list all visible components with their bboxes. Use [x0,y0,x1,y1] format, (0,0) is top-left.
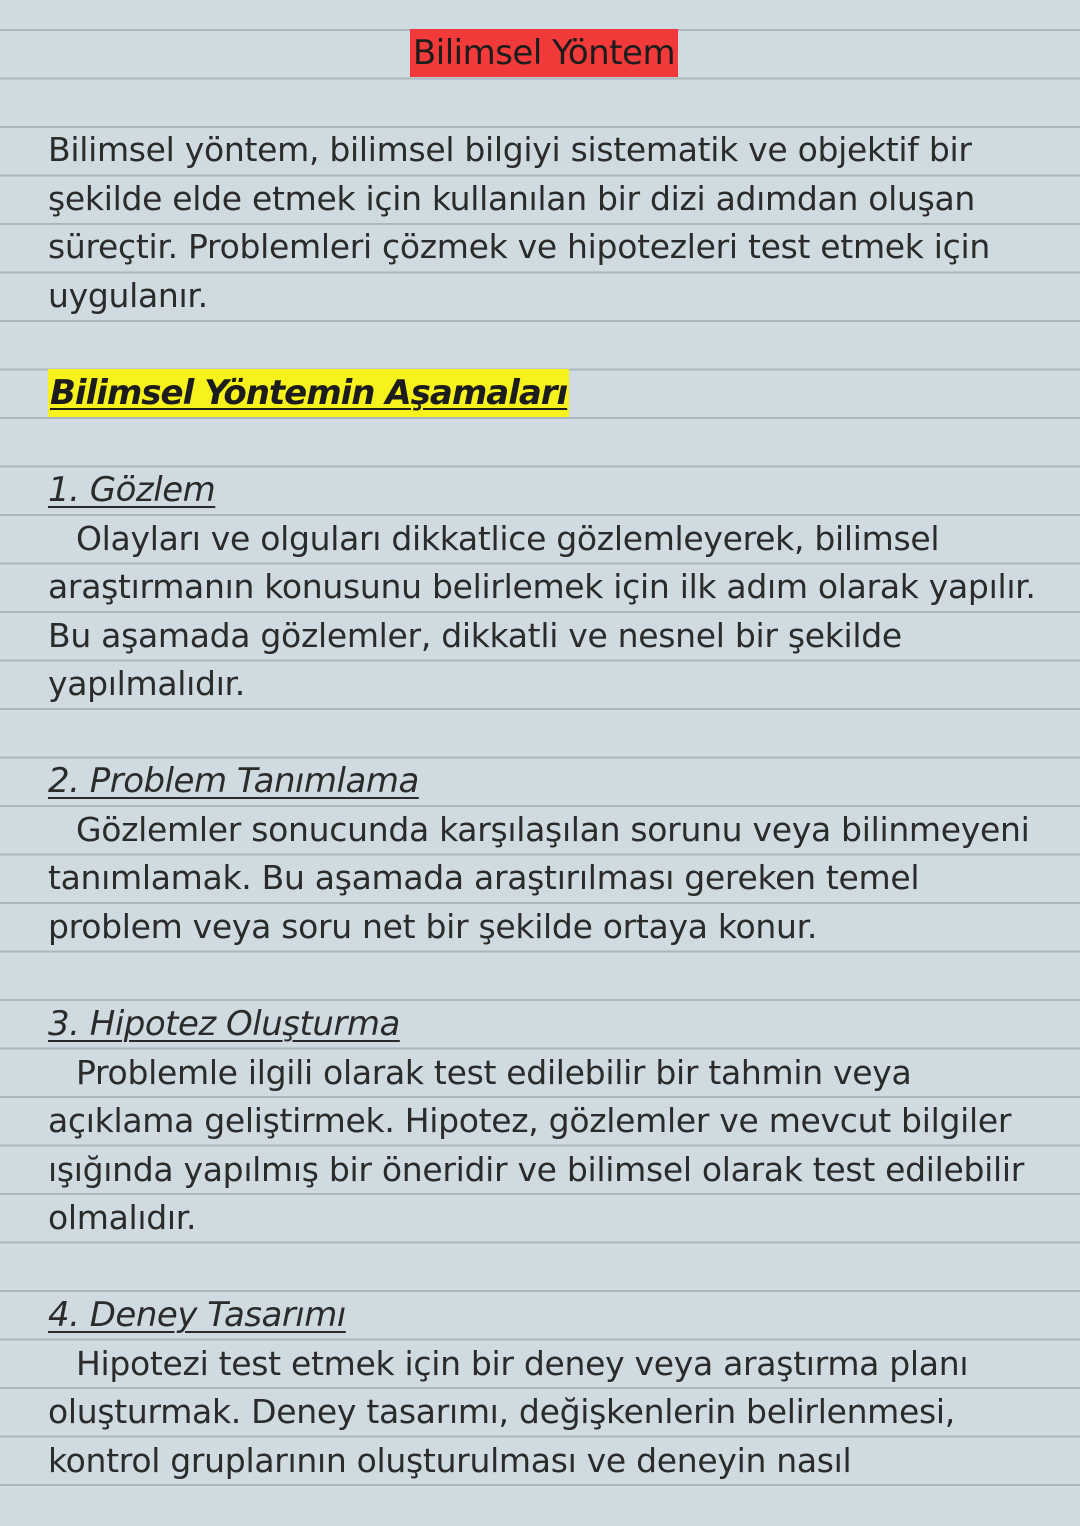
step-line: oluşturmak. Deney tasarımı, değişkenlerin belirlenmesi, [48,1392,955,1431]
step-title-observation: 1. Gözlem [48,470,216,510]
step-line: ışığında yapılmış bir öneridir ve bilimsel olarak test edilebilir [48,1150,1025,1189]
step-title-problem-definition: 2. Problem Tanımlama [48,761,419,801]
intro-line: süreçtir. Problemleri çözmek ve hipotezleri test etmek için [48,227,990,266]
step-line: araştırmanın konusunu belirlemek için ilk adım olarak yapılır. [48,567,1036,606]
step-line: tanımlamak. Bu aşamada araştırılması gereken temel [48,858,920,897]
step-line: Gözlemler sonucunda karşılaşılan sorunu veya bilinmeyeni [76,810,1030,849]
title-container [0,29,1080,77]
stages-heading: Bilimsel Yöntemin Aşamaları [48,369,569,417]
intro-line: şekilde elde etmek için kullanılan bir dizi adımdan oluşan [48,179,976,218]
step-line: Bu aşamada gözlemler, dikkatli ve nesnel bir şekilde [48,616,902,655]
step-title-hypothesis: 3. Hipotez Oluşturma [48,1004,400,1044]
step-line: Problemle ilgili olarak test edilebilir bir tahmin veya [76,1053,912,1092]
step-line: problem veya soru net bir şekilde ortaya konur. [48,907,818,946]
intro-line: Bilimsel yöntem, bilimsel bilgiyi sistematik ve objektif bir [48,130,972,169]
step-line: yapılmalıdır. [48,664,245,703]
step-line: olmalıdır. [48,1198,197,1237]
intro-line: uygulanır. [48,276,208,315]
step-line: Hipotezi test etmek için bir deney veya araştırma planı [76,1344,969,1383]
step-line: Olayları ve olguları dikkatlice gözlemleyerek, bilimsel [76,519,940,558]
page-title: Bilimsel Yöntem [410,29,678,77]
step-line: kontrol gruplarının oluşturulması ve deneyin nasıl [48,1441,852,1480]
step-title-experiment-design: 4. Deney Tasarımı [48,1295,346,1335]
step-line: açıklama geliştirmek. Hipotez, gözlemler ve mevcut bilgiler [48,1101,1012,1140]
